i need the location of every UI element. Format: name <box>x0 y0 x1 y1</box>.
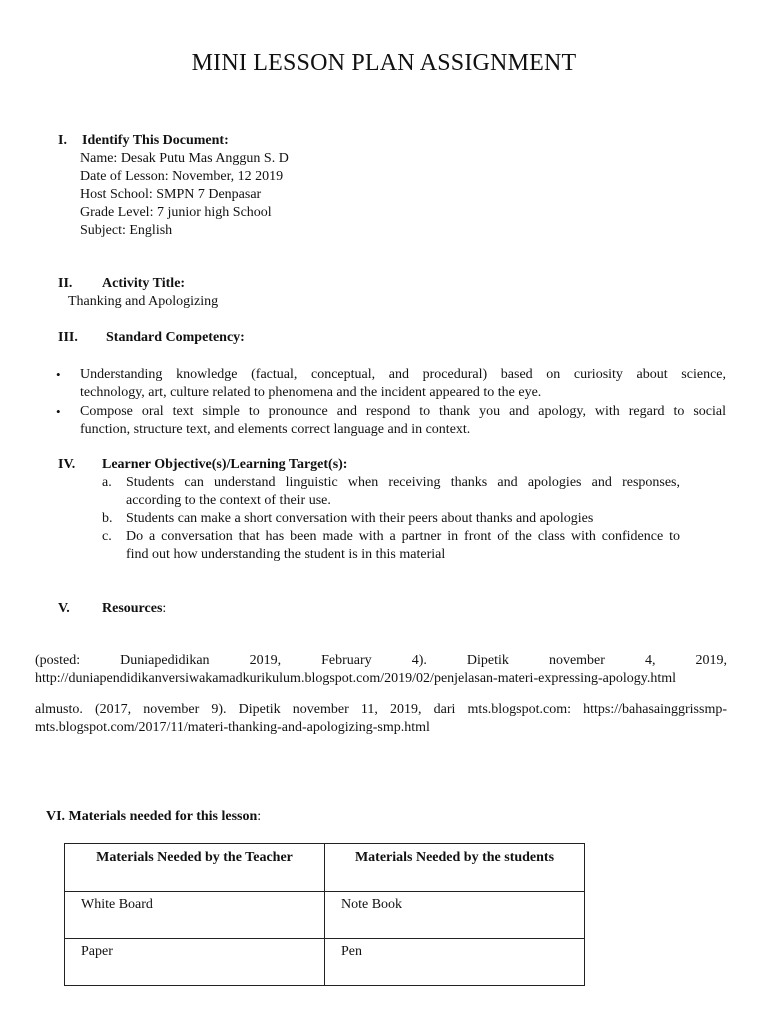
section-1-number: I. <box>58 133 67 148</box>
reference-2-line-2: mts.blogspot.com/2017/11/materi-thanking-and-apologizing-smp.html <box>35 720 430 735</box>
reference-1-line-1: (posted: Duniapedidikan 2019, February 4). Dipetik november 4, 2019, <box>35 653 727 668</box>
competency-1-line-1: Understanding knowledge (factual, conceptual, and procedural) based on curiosity about science, <box>80 367 726 382</box>
section-2-title: Activity Title: <box>102 276 186 291</box>
identity-name: Name: Desak Putu Mas Anggun S. D <box>80 151 289 166</box>
table-header-row <box>65 844 585 892</box>
activity-title-text: Thanking and Apologizing <box>68 294 219 309</box>
table-cell: Note Book <box>325 892 585 939</box>
section-5-heading <box>58 600 167 618</box>
section-5-number: V. <box>58 601 70 616</box>
bullet-icon: • <box>56 367 61 382</box>
objective-marker: b. <box>102 511 113 526</box>
section-4-heading <box>58 456 348 474</box>
objective-b-line-1: Students can make a short conversation with their peers about thanks and apologies <box>126 511 594 526</box>
section-1-heading <box>58 132 229 150</box>
objective-marker: a. <box>102 475 112 490</box>
section-4-number: IV. <box>58 457 76 472</box>
identity-grade: Grade Level: 7 junior high School <box>80 205 272 220</box>
section-2-heading <box>58 275 186 293</box>
document-title: MINI LESSON PLAN ASSIGNMENT <box>191 50 577 76</box>
section-3-heading <box>58 329 245 347</box>
objective-a-line-1: Students can understand linguistic when receiving thanks and apologies and responses, <box>126 475 680 490</box>
competency-2-line-2: function, structure text, and elements correct language and in context. <box>80 422 471 437</box>
section-6-title: VI. Materials needed for this lesson <box>46 809 258 824</box>
reference-2-line-1: almusto. (2017, november 9). Dipetik november 11, 2019, dari mts.blogspot.com: https://bahasainggrissmp- <box>35 702 727 717</box>
materials-table <box>64 843 585 986</box>
bullet-icon: • <box>56 404 61 419</box>
header-student-materials: Materials Needed by the students <box>325 844 585 892</box>
objective-a-line-2: according to the context of their use. <box>126 493 331 508</box>
objective-c-line-1: Do a conversation that has been made with a partner in front of the class with confidence to <box>126 529 680 544</box>
section-5-title: Resources <box>102 601 163 616</box>
document-identity-list <box>80 150 289 240</box>
reference-2 <box>35 701 727 737</box>
objective-c-line-2: find out how understanding the student is in this material <box>126 547 446 562</box>
section-6-heading <box>46 808 261 826</box>
competency-1-line-2: technology, art, culture related to phenomena and the incident appeared to the eye. <box>80 385 542 400</box>
table-cell: White Board <box>65 892 325 939</box>
table-cell: Pen <box>325 939 585 986</box>
table-cell: Paper <box>65 939 325 986</box>
section-2-number: II. <box>58 276 73 291</box>
reference-1 <box>35 652 727 688</box>
competency-2-line-1: Compose oral text simple to pronounce and respond to thank you and apology, with regard to social <box>80 404 726 419</box>
section-3-title: Standard Competency: <box>106 330 245 345</box>
identity-subject: Subject: English <box>80 223 173 238</box>
identity-date: Date of Lesson: November, 12 2019 <box>80 169 284 184</box>
section-5-colon: : <box>162 601 167 616</box>
section-6-colon: : <box>257 809 262 824</box>
objective-marker: c. <box>102 529 112 544</box>
table-row <box>65 939 585 986</box>
table-row <box>65 892 585 939</box>
header-teacher-materials: Materials Needed by the Teacher <box>65 844 325 892</box>
section-4-title: Learner Objective(s)/Learning Target(s): <box>102 457 348 472</box>
section-3-number: III. <box>58 330 78 345</box>
reference-1-url: http://duniapendidikanversiwakamadkurikulum.blogspot.com/2019/02/penjelasan-materi-expressing-apology.html <box>35 671 677 686</box>
section-1-title: Identify This Document: <box>82 133 229 148</box>
identity-school: Host School: SMPN 7 Denpasar <box>80 187 262 202</box>
